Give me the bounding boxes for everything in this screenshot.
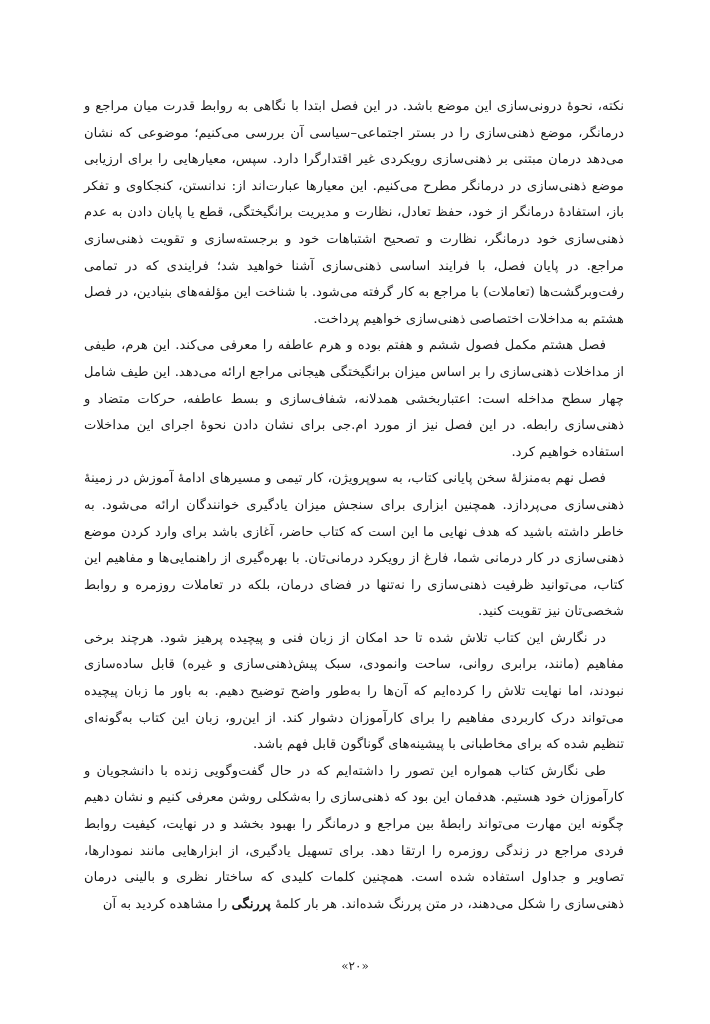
paragraph-4: در نگارش این کتاب تلاش شده تا حد امکان از زبان فنی و پیچیده پرهیز شود. هرچند برخی مفاهیم (مانند، برابری روانی، ساحت وانمودی، سبک پیش‌ذهنی‌سازی و غیره) قابل ساده‌سازی نبودند، اما نهایت تلاش را کرده‌ایم که آن‌ها را به‌طور واضح توضیح دهیم. به باور ما زبان پیچیده می‌تواند درک کاربردی مفاهیم را برای کارآموزان دشوار کند. از این‌رو، زبان این کتاب به‌گونه‌ای تنظیم شده که برای مخاطبانی با پیشینه‌های گوناگون قابل فهم باشد. — [84, 630, 624, 753]
paragraph-1: نکته، نحوهٔ درونی‌سازی این موضع باشد. در این فصل ابتدا با نگاهی به روابط قدرت میان مراجع و درمانگر، موضع ذهنی‌سازی را در بستر اجتماعی–سیاسی آن بررسی می‌کنیم؛ موضوعی که نشان می‌دهد درمان مبتنی بر ذهنی‌سازی رویکردی غیر اقتدارگرا دارد. سپس، معیارهایی را برای ارزیابی موضع ذهنی‌سازی در درمانگر مطرح می‌کنیم. این معیارها عبارت‌اند از: ندانستن، کنجکاوی و تفکر باز، استفادهٔ درمانگر از خود، حفظ تعادل، نظارت و مدیریت برانگیختگی، قطع یا پایان دادن به عدم ذهنی‌سازی خود درمانگر، نظارت و تصحیح اشتباهات خود و برجسته‌سازی و تقویت ذهنی‌سازی مراجع. در پایان فصل، با فرایند اساسی ذهنی‌سازی آشنا خواهید شد؛ فرایندی که در تمامی رفت‌وبرگشت‌ها (تعاملات) با مراجع به کار گرفته می‌شود. با شناخت این مؤلفه‌های بنیادین، در فصل هشتم به مداخلات اختصاصی ذهنی‌سازی خواهیم پرداخت. — [84, 99, 624, 327]
body-text — [84, 94, 624, 918]
paragraph-5-text: طی نگارش کتاب همواره این تصور را داشته‌ایم که در حال گفت‌وگویی زنده با دانشجویان و کارآموزان خود هستیم. هدفمان این بود که ذهنی‌سازی را به‌شکلی روشن معرفی کنیم و نشان دهیم چگونه این مهارت می‌تواند رابطهٔ بین مراجع و درمانگر را بهبود بخشد و در نهایت، کیفیت روابط فردی مراجع در زندگی روزمره را ارتقا دهد. برای تسهیل یادگیری، از ابزارهایی مانند نمودارها، تصاویر و جداول استفاده شده است. همچنین کلمات کلیدی که ساختار نظری و بالینی درمان ذهنی‌سازی را شکل می‌دهند، در متن پررنگ شده‌اند. هر بار کلمهٔ — [84, 763, 624, 912]
paragraph-3: فصل نهم به‌منزلهٔ سخن پایانی کتاب، به سوپرویژن، کار تیمی و مسیرهای ادامهٔ آموزش در زمینهٔ ذهنی‌سازی می‌پردازد. همچنین ابزاری برای سنجش میزان یادگیری خوانندگان ارائه می‌شود. به خاطر داشته باشید که هدف نهایی ما این است که کتاب حاضر، آغازی باشد برای وارد کردن موضع ذهنی‌سازی در کار درمانی شما، فارغ از رویکرد درمانی‌تان. با بهره‌گیری از راهنمایی‌ها و مفاهیم این کتاب، می‌توانید ظرفیت ذهنی‌سازی را نه‌تنها در فضای درمان، بلکه در تعاملات روزمره و روابط شخصی‌تان نیز تقویت کنید. — [84, 471, 624, 620]
bold-keyword: پررنگی — [231, 896, 271, 912]
page-number: «۲۰» — [341, 959, 369, 973]
paragraph-2: فصل هشتم مکمل فصول ششم و هفتم بوده و هرم عاطفه را معرفی می‌کند. این هرم، طیفی از مداخلات ذهنی‌سازی را بر اساس میزان برانگیختگی هیجانی مراجع ارائه می‌دهد. این طیف شامل چهار سطح مداخله است: اعتباربخشی همدلانه، شفاف‌سازی و بسط عاطفه، حرکات متضاد و ذهنی‌سازی رابطه. در این فصل نیز از مورد ام.جی برای نشان دادن نحوهٔ اجرای این مداخلات استفاده خواهیم کرد. — [84, 338, 624, 460]
paragraph-5 — [84, 759, 624, 919]
paragraph-5-after: را مشاهده کردید به آن — [102, 896, 232, 912]
